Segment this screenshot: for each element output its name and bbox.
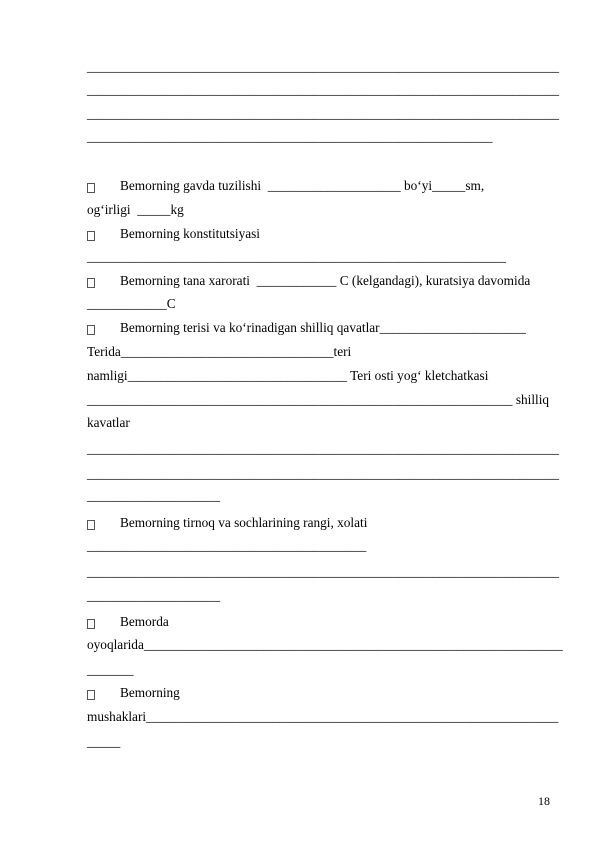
blank-line: _______________________________________________________________________ [87,106,560,121]
item-mushaklari: Bemorning [120,685,180,700]
bullet-icon [87,617,99,629]
bullet-icon [87,181,99,193]
blank-line: __________________________________________ [87,538,367,553]
blank-line: _______________________________________________________________________ [87,441,560,456]
item-tana-xarorati: Bemorning tana xarorati ____________ C (kelgandagi), kuratsiya davomida [120,273,531,288]
item-tirnoq-soch: Bemorning tirnoq va sochlarining rangi, xolati [120,515,368,530]
blank-line: _______ [87,662,134,677]
item-continuation: _______________________________________________________________ [87,249,506,264]
bullet-icon [87,323,99,335]
bullet-icon [87,518,99,530]
item-continuation: namligi_________________________________ Teri osti yog‘ kletchatkasi [87,368,489,383]
blank-line: _______________________________________________________________________ [87,466,560,481]
blank-line: _______________________________________________________________________ [87,59,560,74]
item-konstitutsiyasi: Bemorning konstitutsiyasi [120,226,260,241]
bullet-icon [87,229,99,241]
blank-line: ____________________ [87,488,220,503]
blank-line: ____________________ [87,588,220,603]
blank-line: _______________________________________________________________________ [87,564,560,579]
item-gavda-tuzilishi: Bemorning gavda tuzilishi ____________________ bo‘yi_____sm, [120,178,485,193]
item-continuation: mushaklari______________________________________________________________ [87,709,559,724]
blank-line: _____________________________________________________________ [87,129,493,144]
bullet-icon [87,276,99,288]
item-terisi: Bemorning terisi va ko‘rinadigan shilliq qavatlar______________________ [120,320,526,335]
blank-line: _____ [87,734,121,749]
item-oyoqlari: Bemorda [120,614,169,629]
item-continuation: ____________C [87,296,176,311]
item-continuation: ________________________________________________________________ shilliq [87,392,550,407]
blank-line: _______________________________________________________________________ [87,82,560,97]
bullet-icon [87,688,99,700]
item-continuation: oyoqlarida_______________________________________________________________ [87,637,563,652]
item-continuation: Terida________________________________teri [87,344,352,359]
page-number: 18 [538,794,550,808]
item-continuation: og‘irligi _____kg [87,202,184,217]
item-continuation: kavatlar [87,415,130,430]
